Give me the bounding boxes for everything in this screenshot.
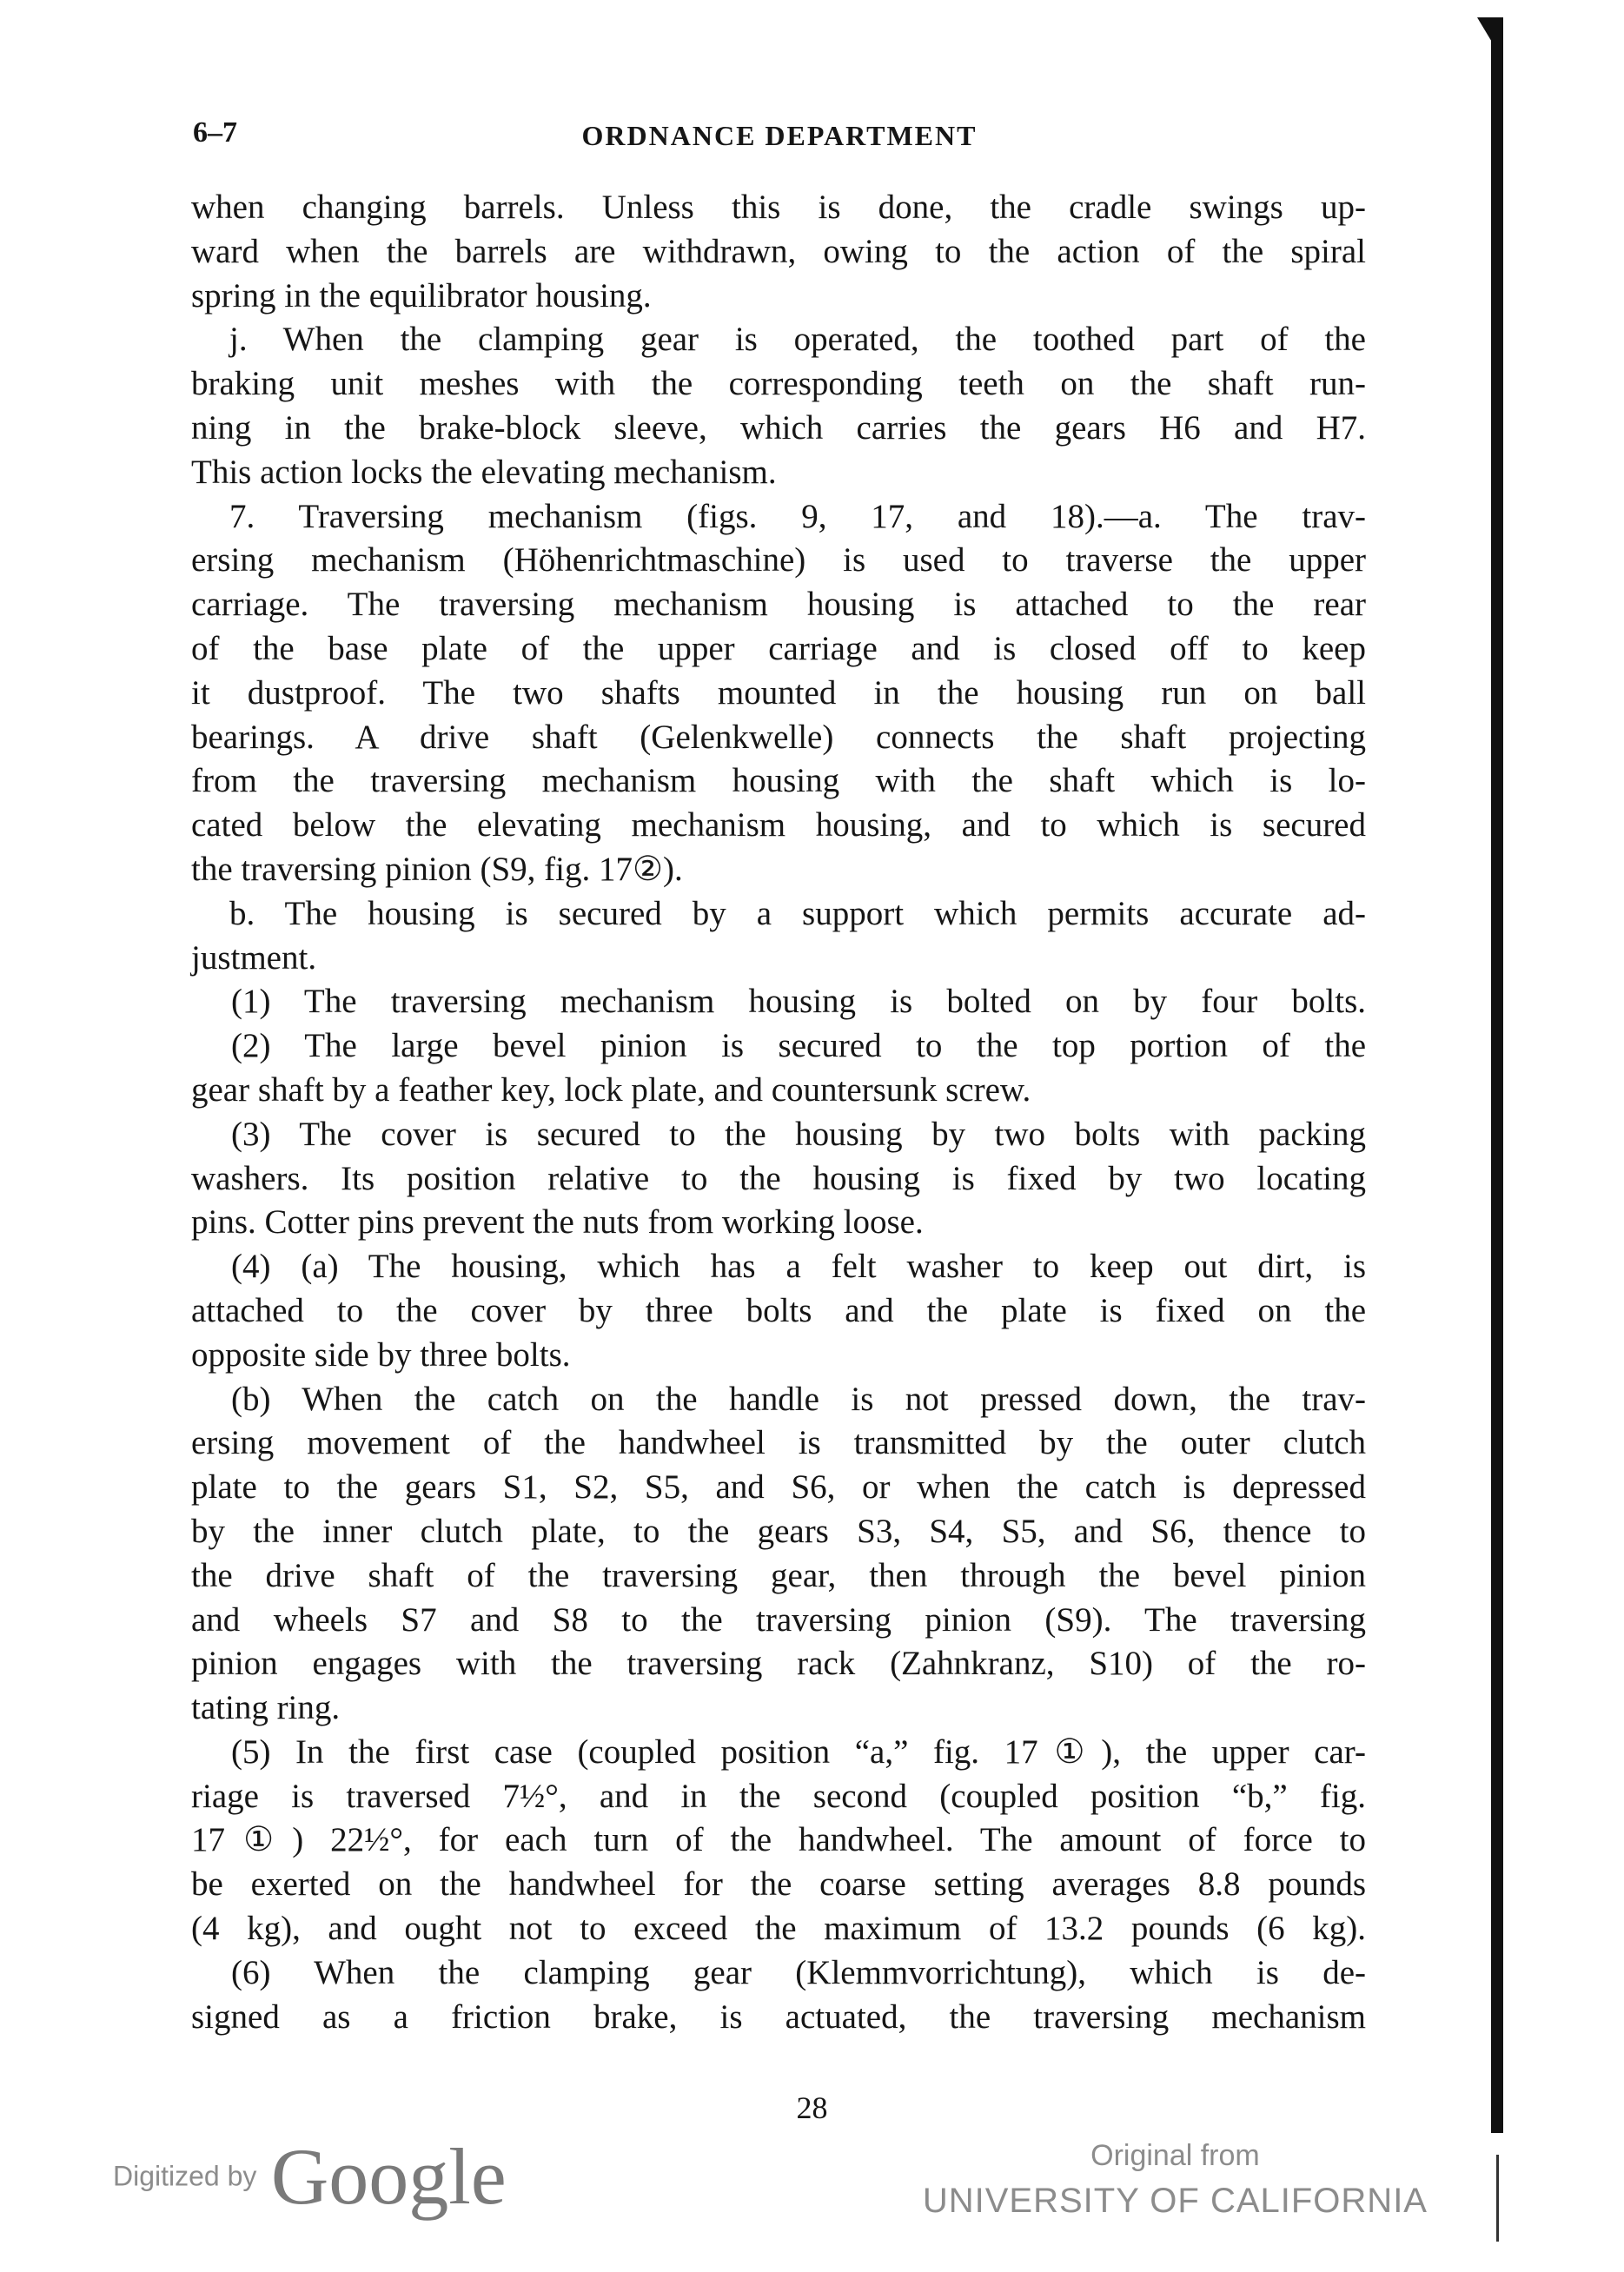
text-line: ersing movement of the handwheel is transmitted by the outer clutch <box>191 1424 1366 1462</box>
scan-edge-tick <box>1477 17 1503 43</box>
text-line: (1) The traversing mechanism housing is bolted on by four bolts. <box>231 983 1366 1021</box>
original-from-watermark <box>923 2139 1428 2221</box>
text-line: washers. Its position relative to the housing is fixed by two locating <box>191 1159 1366 1197</box>
text-line: justment. <box>191 938 317 977</box>
text-line: j. When the clamping gear is operated, the toothed part of the <box>229 321 1366 359</box>
text-line: (b) When the catch on the handle is not pressed down, the trav- <box>231 1380 1366 1418</box>
document-body <box>191 186 1366 2039</box>
text-line: ning in the brake-block sleeve, which carries the gears H6 and H7. <box>191 408 1366 447</box>
text-line: attached to the cover by three bolts and the plate is fixed on the <box>191 1291 1366 1329</box>
section-page-ref: 6–7 <box>193 116 237 149</box>
text-line: gear shaft by a feather key, lock plate, and countersunk screw. <box>191 1070 1031 1109</box>
text-line: opposite side by three bolts. <box>191 1335 571 1374</box>
text-line: signed as a friction brake, is actuated, the traversing mechanism <box>191 1997 1366 2036</box>
text-line: carriage. The traversing mechanism housing is attached to the rear <box>191 586 1366 624</box>
text-line: braking unit meshes with the corresponding teeth on the shaft run- <box>191 365 1366 403</box>
text-line: cated below the elevating mechanism housing, and to which is secured <box>191 806 1366 845</box>
original-from-label: Original from <box>1090 2139 1260 2172</box>
text-line: and wheels S7 and S8 to the traversing pinion (S9). The traversing <box>191 1600 1366 1639</box>
digitized-by-label: Digitized by <box>113 2160 257 2192</box>
text-line: (3) The cover is secured to the housing by two bolts with packing <box>231 1115 1366 1153</box>
text-line: This action locks the elevating mechanism. <box>191 453 777 491</box>
text-line: 17①) 22½°, for each turn of the handwheel. The amount of force to <box>191 1821 1366 1859</box>
text-line: pins. Cotter pins prevent the nuts from working loose. <box>191 1203 924 1242</box>
text-line: from the traversing mechanism housing with the shaft which is lo- <box>191 762 1366 800</box>
text-line: pinion engages with the traversing rack (Zahnkranz, S10) of the ro- <box>191 1645 1366 1683</box>
page-header <box>193 116 1366 160</box>
text-line: spring in the equilibrator housing. <box>191 276 652 315</box>
section-heading-line: 7. Traversing mechanism (figs. 9, 17, and 18).—a. The trav- <box>229 497 1366 535</box>
text-line: ersing mechanism (Höhenrichtmaschine) is used to traverse the upper <box>191 541 1366 580</box>
google-logo: Google <box>270 2132 507 2221</box>
text-line: tating ring. <box>191 1689 341 1727</box>
text-line: when changing barrels. Unless this is done, the cradle swings up- <box>191 189 1366 226</box>
text-line: by the inner clutch plate, to the gears S3, S4, S5, and S6, thence to <box>191 1512 1366 1550</box>
text-line: plate to the gears S1, S2, S5, and S6, or when the catch is depressed <box>191 1468 1366 1507</box>
text-line: bearings. A drive shaft (Gelenkwelle) connects the shaft projecting <box>191 718 1366 756</box>
text-line: the drive shaft of the traversing gear, then through the bevel pinion <box>191 1556 1366 1594</box>
text-line: b. The housing is secured by a support which permits accurate ad- <box>229 894 1366 932</box>
text-line: be exerted on the handwheel for the coarse setting averages 8.8 pounds <box>191 1865 1366 1904</box>
text-line: (6) When the clamping gear (Klemmvorrichtung), which is de- <box>231 1953 1366 1991</box>
text-line: (2) The large bevel pinion is secured to the top portion of the <box>231 1027 1366 1065</box>
text-line: it dustproof. The two shafts mounted in the housing run on ball <box>191 673 1366 712</box>
university-label: UNIVERSITY OF CALIFORNIA <box>922 2182 1428 2220</box>
scan-page-edge <box>1491 17 1503 2133</box>
text-line: (5) In the first case (coupled position “a,” fig. 17①), the upper car- <box>231 1732 1366 1771</box>
text-line: (4) (a) The housing, which has a felt washer to keep out dirt, is <box>231 1248 1366 1286</box>
digitized-by-watermark <box>113 2130 507 2222</box>
text-line: the traversing pinion (S9, fig. 17②). <box>191 850 683 888</box>
text-line: ward when the barrels are withdrawn, owing to the action of the spiral <box>191 232 1366 270</box>
text-line: (4 kg), and ought not to exceed the maximum of 13.2 pounds (6 kg). <box>191 1910 1366 1948</box>
text-line: riage is traversed 7½°, and in the second (coupled position “b,” fig. <box>191 1777 1366 1815</box>
text-line: of the base plate of the upper carriage and is closed off to keep <box>191 629 1366 667</box>
page-number: 28 <box>796 2090 828 2125</box>
running-title: ORDNANCE DEPARTMENT <box>581 120 978 151</box>
scan-edge-bottom <box>1496 2155 1499 2242</box>
